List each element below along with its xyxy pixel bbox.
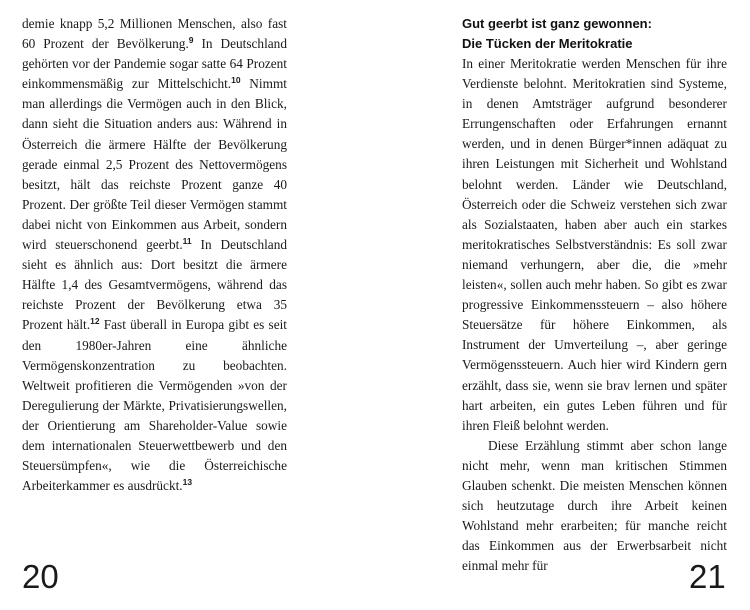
left-text-segment: In Deutschland sieht es ähnlich aus: Dort besitzt die ärmere Hälfte 1,4 des Gesamtvermögens, während das reichste Prozent der Bevölkerung etwa 35 Prozent hält. — [22, 237, 287, 333]
left-text-segment: In Deutschland gehörten vor der Pandemie sogar satte 64 Prozent einkommensmäßig zur Mittelschicht. — [22, 36, 287, 92]
footnote-marker[interactable]: 9 — [188, 35, 194, 46]
right-text-column — [462, 14, 727, 576]
right-page — [375, 0, 750, 610]
page-number-right: 21 — [689, 558, 726, 595]
left-text-segment: demie knapp 5,2 Millionen Menschen, also fast 60 Prozent der Bevölkerung. — [22, 16, 287, 52]
footnote-marker[interactable]: 13 — [182, 477, 193, 488]
left-text-column — [22, 14, 287, 496]
footnote-marker[interactable]: 10 — [231, 75, 241, 86]
left-paragraph — [22, 14, 287, 496]
footnote-marker[interactable]: 11 — [182, 236, 192, 247]
right-paragraph-2: Diese Erzählung stimmt aber schon lange nicht mehr, wenn man kritischen Stimmen Glauben schenkt. Die meisten Menschen können sich heutzutage durch ihre Arbeit keinen Wohlstand mehr erarbeiten; für manche reicht das Einkommen aus der Erwerbsarbeit nicht einmal mehr für — [462, 437, 727, 574]
section-heading — [462, 14, 727, 54]
heading-line-2: Die Tücken der Meritokratie — [462, 36, 633, 51]
footnote-marker[interactable]: 12 — [90, 316, 100, 327]
right-paragraph-1: In einer Meritokratie werden Menschen für ihre Verdienste belohnt. Meritokratien sind Systeme, in denen Amtsträger aufgrund besonderer Errungenschaften oder Erfahrungen ernannt werden, und in denen Bürger*innen adäquat zu ihren Leistungen mit Sicherheit und Wohlstand belohnt werden. Länder wie Deutschland, Österreich oder die Schweiz verstehen sich zwar als Sozialstaaten, haben aber auch ein starkes meritokratisches Selbstverständnis: Es soll zwar niemand verhungern, aber die, die »mehr leisten«, sollen auch mehr haben. So gibt es zwar progressive Einkommenssteuern – also höhere Steuersätze für höhere Einkommen, als Instrument der Umverteilung –, aber geringe Vermögenssteuern. Auch hier wird Kindern gern erzählt, dass sie, wenn sie brav lernen und später hart arbeiten, ein gutes Leben führen und für ihren Fleiß belohnt werden. — [462, 56, 727, 433]
left-text-segment: Nimmt man allerdings die Vermögen auch in den Blick, dann sieht die Situation anders aus: Während in Österreich die ärmere Hälfte der Bevölkerung gerade einmal 2,5 Prozent des Nettovermögens besitzt, hält das reichste Prozent ganze 40 Prozent. Der größte Teil dieser Vermögen stammt dabei nicht von Einkommen aus Arbeit, sondern wird steuerschonend geerbt. — [22, 76, 287, 253]
left-text-segment: Fast überall in Europa gibt es seit den 1980er-Jahren eine ähnliche Vermögenskonzentration zu beobachten. Weltweit profitieren die Vermögenden »von der Deregulierung der Märkte, Privatisierungswellen, der Orientierung am Shareholder-Value sowie dem internationalen Steuerwettbewerb und den Steuersümpfen«, wie die Österreichische Arbeiterkammer es ausdrückt. — [22, 317, 287, 494]
page-number-left: 20 — [22, 558, 59, 595]
heading-line-1: Gut geerbt ist ganz gewonnen: — [462, 16, 652, 31]
